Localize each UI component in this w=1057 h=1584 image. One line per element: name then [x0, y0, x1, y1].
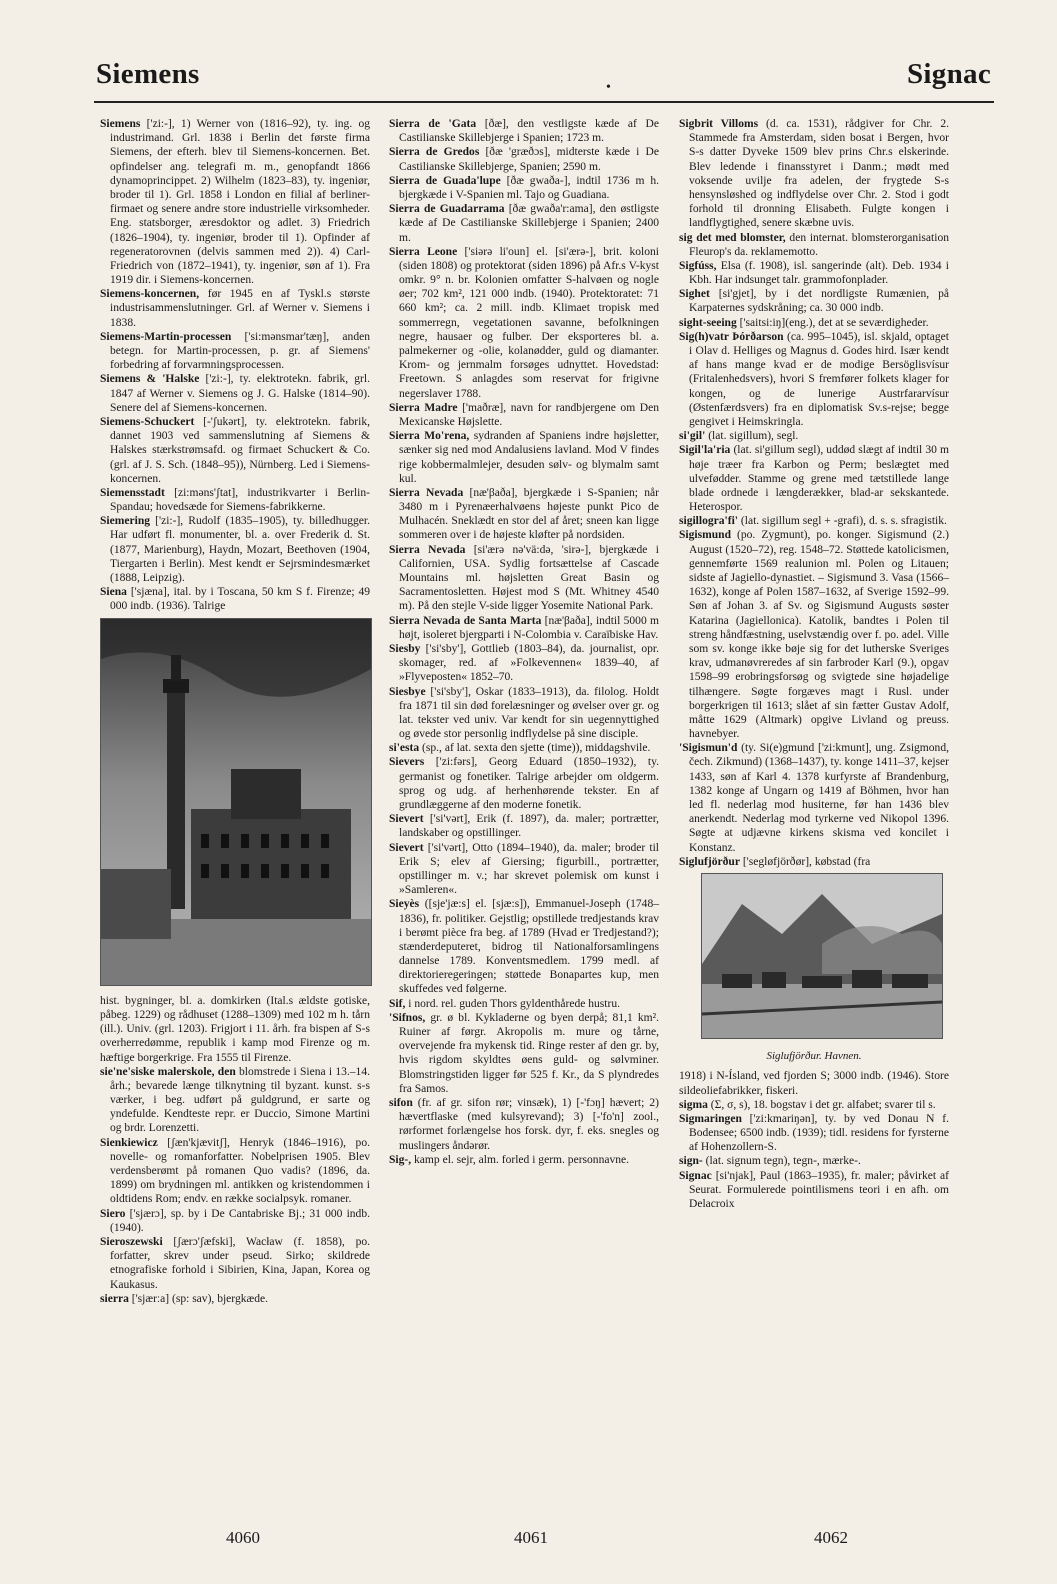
entry-text: før 1945 en af Tyskl.s største industrisammenslutninger. Grl. af Werner v. Siemens i 1838.: [110, 288, 370, 329]
entry-headword: sigma: [679, 1098, 708, 1111]
dictionary-entry: [100, 1235, 370, 1292]
entry-text: [næ'βaða], bjergkæde i S-Spanien; når 3480 m i Pyrenæerhalvøens højeste punkt Pico de Mulhacén. Sneklædt en stor del af året; sneen kan ligge sommeren over i de højeste kløfter på nordsiden.: [399, 486, 660, 542]
entry-headword: si'gil': [679, 430, 706, 443]
entry-text: den internat. blomsterorganisation Fleurop's da. reklamemotto.: [689, 231, 949, 258]
entry-text: ['si'sby'], Gottlieb (1803–84), da. journalist, opr. skomager, red. af »Folkevennen« 1839–40, af »Flyveposten« 1852–70.: [399, 642, 659, 684]
dictionary-entry: [389, 486, 659, 543]
dictionary-entry: [100, 1136, 370, 1207]
entry-text: ['zi:-], ty. elektrotekn. fabrik, grl. 1847 af Werner v. Siemens og J. G. Halske (1814–90). Senere del af Siemens-koncernen.: [110, 373, 370, 414]
entry-headword: Siero: [100, 1207, 126, 1220]
dictionary-entry: [679, 259, 949, 287]
dictionary-entry: [389, 685, 659, 742]
entry-text: (sp., af lat. sexta den sjette (time)), middagshvile.: [419, 742, 651, 755]
column-1: [100, 117, 370, 1306]
entry-text: ['maðræ], navn for randbjergene om Den Mexicanske Højslette.: [399, 401, 659, 428]
dictionary-entry: [389, 245, 659, 401]
entry-headword: sig det med blomster,: [679, 231, 786, 244]
entry-headword: sight-seeing: [679, 316, 737, 329]
entry-headword: Sierra de Guadarrama: [389, 203, 505, 216]
entry-headword: Siemens & 'Halske: [100, 373, 200, 386]
dictionary-entry: [389, 145, 659, 173]
entry-headword: 'Sifnos,: [389, 1011, 426, 1024]
entry-headword: Sif,: [389, 997, 406, 1010]
entry-headword: si'esta: [389, 742, 420, 755]
dictionary-entry: [389, 117, 659, 145]
entry-text: [næ'βaða], indtil 5000 m højt, isoleret bjergparti i N-Colombia v. Caraïbiske Hav.: [399, 614, 659, 641]
siglufjordur-harbour-photo: [701, 873, 943, 1039]
entry-text: [ðæ], den vestligste kæde af De Castilianske Skillebjerge i Spanien; 1723 m.: [399, 118, 659, 145]
entry-headword: Sigfúss,: [679, 259, 717, 272]
entry-headword: Sig-,: [389, 1153, 412, 1166]
entry-headword: Siemens-koncernen,: [100, 288, 200, 301]
entry-headword: Sierra de Gredos: [389, 146, 480, 159]
entry-text: ['si'vərt], Otto (1894–1940), da. maler; broder til Erik S; elev af Giersing; figurbill., portrætter, opstillinger m. v.; har skrevet polemisk om kunst i »Samleren«.: [399, 841, 659, 897]
dictionary-entry: [679, 429, 949, 443]
entry-text: ['si'vərt], Erik (f. 1897), da. maler; portrætter, landskaber og opstillinger.: [399, 813, 659, 840]
entry-text: (d. ca. 1531), rådgiver for Chr. 2. Stammede fra Amsterdam, siden bosat i Bergen, hvor S-s datter Dyveke 1509 blev prins Chr.s elskerinde. Blev ledende i finansstyret i Danm.; mødt med voksende uvilje fra adelen, der frygtede S-s hensynsløshed og indflydelse over Chr. 2. Stod i godt forhold til dronning Elisabeth. Fulgte kongen i landflygtighed, senere skæbne uvis.: [689, 118, 949, 230]
entry-text: [ʃæn'kjævitʃ], Henryk (1846–1916), po. novelle- og romanforfatter. Nobelprisen 1905. Blev verdensberømt på romanen Quo vadis? (1896, da. 1899) om brydningen ml. antikken og kristendommen i oldtidens Rom; endv. en række socialpsyk. romaner.: [110, 1136, 370, 1206]
entry-headword: Sigismund: [679, 529, 731, 542]
dictionary-entry: [389, 1096, 659, 1153]
entry-text: (lat. si'gillum segl), uddød slægt af indtil 30 m høje træer fra Karbon og Perm; beslægtet med ulvefødder. Stamme og grene med tætstillede lange blade ordnede i længderækker, blad-ar sekskantede. Heterospor.: [689, 444, 949, 514]
entry-headword: sifon: [389, 1096, 413, 1109]
entry-text: [ðæ gwaða-], indtil 1736 m h. bjergkæde i V-Spanien ml. Tajo og Guadiana.: [399, 174, 660, 201]
entry-text: [zi:məns'ʃtat], industrikvarter i Berlin-Spandau; hovedsæde for Siemens-fabrikkerne.: [110, 486, 370, 514]
entry-text: ['zi:-], 1) Werner von (1816–92), ty. ing. og industrimand. Grl. 1838 i Berlin det første firma Siemens, der efterh. blev til Siemens-koncernen. Bet. opfindelser ang. telegrafi m. m., genopfandt 1866 dynamoprincippet. 2) Wilhelm (1823–83), ty. ingeniør, broder til 1). Grl. 1858 i London en filial af berliner-firmaet og senere andre store industrielle virksomheder. Eng. statsborger, æresdoktor og adlet. 3) Friedrich (1826–1904), ty. ingeniør, broder til 1). Opfinder af regeneratorovnen (delvis sammen med 2)). 4) Carl-Friedrich von (1872–1941), ty. ingeniør, søn af 1). Fra 1919 dir. i Siemens-koncernen.: [110, 118, 370, 287]
dictionary-entry: [389, 1011, 659, 1096]
column-2: [389, 117, 659, 1167]
dictionary-entry: [389, 1153, 659, 1167]
dictionary-entry: [679, 514, 949, 528]
entry-headword: Sierra de 'Gata: [389, 118, 477, 130]
dictionary-entry: [679, 1069, 949, 1097]
dictionary-entry: [100, 585, 370, 613]
entry-headword: sign-: [679, 1155, 703, 1168]
entry-headword: Sierra Nevada: [389, 486, 464, 499]
dictionary-entry: [389, 997, 659, 1011]
entry-text: ['sjæna], ital. by i Toscana, 50 km S f. Firenze; 49 000 indb. (1936). Talrige: [110, 586, 370, 613]
entry-text: (po. Zygmunt), po. konger. Sigismund (2.) August (1520–72), reg. 1548–72. Støttede katolicismen, gennemførte 1569 realunion ml. Polen og Litauen; sidste af Jagiello-dynastiet. – Sigismund 3. Vasa (1566–1632), konge af Polen 1587–1632, af Sverige 1592–99. Søn af Johan 3. af Sv. og Sigismund Augusts søster Katarina (Jagiellonica). Katolik, bandtes i Polen til streng håndfæstning, uselvstændig over f. po. adel. Ville som sv. konge ikke bøje sig for det lutherske Sveriges krav, udmanøvreredes af sin farbroder Karl (9.), opgav 1598–99 erobringsforsøg og svigtede sine højadelige tilhængere. Søgte forgæves magt i Rusl. under borgerkrigen til 1613; slået af sin fætter Gustav Adolf, måtte 1629 (Altmark) opgive Livland og preuss. havnebyer.: [689, 529, 949, 741]
dictionary-entry: [389, 841, 659, 898]
entry-headword: Sierra Nevada: [389, 543, 466, 556]
dictionary-entry: [100, 1207, 370, 1235]
dictionary-entry: [100, 514, 370, 585]
entry-text: ['zi:-], Rudolf (1835–1905), ty. billedhugger. Har udført fl. monumenter, bl. a. over Frederik d. St. (1877, Marienburg), Haydn, Mozart, Beethoven (1904, Tiergarten i Berlin). Mest kendt er Sejrsmindesmærket (1888, Leipzig).: [110, 515, 370, 584]
column-3: [679, 117, 949, 1211]
entry-headword: Sierra Madre: [389, 401, 458, 414]
entry-text: sydranden af Spaniens indre højsletter, sænker sig ned mod Andalusiens lavland. Mod V findes rige kobbermalmlejer, desuden sølv- og blymalm samt kul.: [399, 430, 659, 485]
page-number-middle: 4061: [514, 1528, 548, 1547]
dictionary-entry: [679, 231, 949, 259]
dictionary-entry: [389, 429, 659, 486]
dictionary-entry: [100, 1292, 370, 1306]
entry-text: blomstrede i Siena i 13.–14. årh.; bevarede længe tilknytning til byzant. kunst. s-s værker, i beg. udført på guldgrund, er sarte og yndefulde. Kendteste repr. er Duccio, Simone Martini og brdr. Lorenzetti.: [110, 1065, 370, 1135]
dictionary-entry: [100, 330, 370, 373]
entry-text: ['sjærɔ], sp. by i De Cantabriske Bj.; 31 000 indb. (1940).: [110, 1207, 370, 1234]
dictionary-entry: [389, 202, 659, 245]
entry-text: ([sje'jæ:s] el. [sjæ:s]), Emmanuel-Joseph (1748–1836), fr. politiker. Gejstlig; opstillede tredjestands krav i berømt pièce fra beg. af 1789 (Hvad er Tredjestand?); stænderdeputeret, bidrog til Nationalforsamlingens dannelse 1789. Konventsmedlem. 1799 medl. af direktorieregeringen; støttede Bonapartes kup, men skuffedes ved følgerne.: [399, 898, 659, 996]
entry-headword: Sigbrit Villoms: [679, 118, 759, 130]
entry-headword: Signac: [679, 1169, 712, 1182]
entry-text: hist. bygninger, bl. a. domkirken (Ital.s ældste gotiske, påbeg. 1229) og rådhuset (1288–1309) med 102 m h. tårn (ill.). Univ. (grl. 1203). Frigjort i 11. årh. fra bispen af S-s overherredømme, republik i kamp mod Firenze og m. hæftige borgerkrige. Fra 1555 til Firenze.: [100, 994, 370, 1064]
dictionary-entry: [389, 543, 659, 614]
entry-text: i nord. rel. guden Thors gyldenthårede hustru.: [405, 997, 621, 1010]
entry-headword: Siemering: [100, 515, 151, 528]
dictionary-entry: [679, 316, 949, 330]
dictionary-entry: [100, 486, 370, 514]
dictionary-entry: [679, 741, 949, 855]
entry-headword: Sievert: [389, 841, 424, 854]
entry-text: [ðæ gwaða'r:ama], den østligste kæde af De Castilianske Skillebjerge i Spanien; 2400 m.: [399, 203, 660, 244]
entry-text: [si'gjet], by i det nordligste Rumænien, på Karpaternes sydskråning; ca. 30 000 indb.: [689, 288, 949, 315]
entry-text: (lat. sigillum), segl.: [705, 430, 799, 443]
entry-text: (lat. sigillum segl + -grafi), d. s. s. sfragistik.: [738, 515, 947, 528]
dictionary-entry: [100, 372, 370, 415]
entry-headword: Siemensstadt: [100, 486, 165, 499]
entry-headword: Sierra Nevada de Santa Marta: [389, 614, 542, 627]
entry-headword: Sievert: [389, 813, 424, 826]
column-1-entries-bottom: [100, 994, 370, 1306]
dictionary-entry: [389, 401, 659, 429]
dictionary-entry: [679, 1154, 949, 1168]
entry-text: (ca. 995–1045), isl. skjald, optaget i Olav d. Helliges og Magnus d. Godes hird. Især kendt af hans mange kvad er de modige Bersöglisvísur (Fritalenhedsvers), hvori S fremfører folkets klager for kongen, og de lunerige Austrfararvísur (Østenfærdsvers) fra en diplomatisk Sv.s-rejse; begge gengivet i Heimskringla.: [689, 330, 949, 428]
entry-headword: Siena: [100, 586, 127, 599]
dictionary-entry: [100, 415, 370, 486]
entry-headword: Sierra Leone: [389, 245, 458, 258]
dictionary-entry: [679, 855, 949, 869]
entry-headword: Sierra de Guada'lupe: [389, 174, 501, 187]
entry-text: [ðæ 'græðɔs], midterste kæde i De Castilianske Skillebjerge, Spanien; 2590 m.: [399, 146, 659, 173]
dictionary-entry: [100, 287, 370, 330]
header-dot: •: [606, 80, 611, 95]
dictionary-entry: [679, 117, 949, 231]
entry-text: ['siərə li'oun] el. [si'ærə-], brit. koloni (siden 1808) og protektorat (siden 1896) på Afr.s V-kyst omkr. 9° n. br. Kolonien omfatter S-halvøen og nogle øer; 702 km², 121 000 indb. (1940). Protektoratet: 71 660 km²; ca. 2 mill. indb. Klimaet tropisk med sommerregn, vegetationen savanne, befolkningen negre, hausaer og fulber. Der eksporteres bl. a. palmekerner og -olie, kolanødder, guld og diamanter. Krom- og jernmalm forsøges udnyttet. Hovedstad: Freetown. S anlagdes som reservat for frigivne negerslaver 1788.: [399, 245, 659, 400]
entry-headword: Sigmaringen: [679, 1112, 742, 1125]
entry-headword: Siesby: [389, 642, 421, 655]
entry-text: ['saitsi:iŋ](eng.), det at se seværdigheder.: [736, 316, 929, 329]
dictionary-entry: [679, 287, 949, 315]
entry-headword: Sierra Mo'rena,: [389, 430, 470, 443]
entry-headword: Sienkiewicz: [100, 1136, 158, 1149]
entry-text: ['segløfjörðør], købstad (fra: [739, 855, 871, 868]
entry-text: (fr. af gr. sifon rør; vinsæk), 1) [-'fɔŋ] hævert; 2) hævertflaske (med kulsyrevand); 3) [-'fo'n] zool., rørformet forlængelse hos forsk. dyr, f. eks. snegles og muslingers åndərør.: [399, 1096, 659, 1152]
entry-headword: Siemens: [100, 118, 141, 130]
entry-text: 1918) i N-Ísland, ved fjorden S; 3000 indb. (1946). Store sildeoliefabrikker, fiskeri.: [679, 1070, 949, 1097]
entry-headword: Sig(h)vatr Þórðarson: [679, 330, 784, 343]
entry-text: ['si:mənsmar'tæŋ], anden betegn. for Martin-processen, p. gr. af Siemens' forbedring af forvarmningsprocessen.: [110, 330, 370, 372]
dictionary-entry: [100, 117, 370, 287]
dictionary-entry: [389, 174, 659, 202]
header-rule: [94, 101, 994, 103]
entry-text: ['zi:kmariŋən], ty. by ved Donau N f. Bodensee; 6500 indb. (1939); tidl. residens for fyrsterne af Hohenzollern-S.: [689, 1112, 949, 1154]
entry-text: (ty. Si(e)gmund ['zi:kmunt], ung. Zsigmond, čech. Zikmund) (1368–1437), ty. konge 1411–37, kejser 1433, søn af Karl 4. 1378 kurfyrste af Brandenburg, 1382 konge af Ungarn og 1419 af Böhmen, hvor han led fl. nederlag mod husiterne, før han 1436 blev anerkendt. Nederlag mod tyrkerne ved Nikopol 1396. Søgte at udjævne kirkens skisma ved koncilet i Konstanz.: [689, 742, 949, 854]
dictionary-entry: [389, 614, 659, 642]
entry-headword: sierra: [100, 1292, 129, 1305]
entry-text: gr. ø bl. Kykladerne og byen derpå; 81,1 km². Ruiner af førgr. Akropolis m. mure og tårne, overvejende fra mykensk tid. Ringe rester af den gr. by, hvis rigdom skyldtes øens guld- og sølvminer. Blomstringstiden ligger før 525 f. Kr., da S plyndredes fra Samos.: [399, 1011, 659, 1095]
entry-headword: 'Sigismun'd: [679, 742, 738, 755]
entry-headword: Sieroszewski: [100, 1235, 163, 1248]
header-left-guideword: Siemens: [96, 58, 200, 90]
entry-headword: Sigil'la'ria: [679, 444, 731, 457]
dictionary-entry: [389, 812, 659, 840]
dictionary-entry: [679, 330, 949, 429]
column-1-entries-top: [100, 117, 370, 614]
entry-text: ['si'sby'], Oskar (1833–1913), da. filolog. Holdt fra 1871 til sin død forelæsninger og øvelser over gr. og lat. tekster ved univ. Var kendt for sin uegennyttighed og øvede stor personlig indflydelse på sine disciple.: [399, 685, 659, 741]
entry-text: [-'ʃukərt], ty. elektrotekn. fabrik, dannet 1903 ved sammenslutning af Siemens & Halskes stærkstrømsafd. og firmaet Schuckert & Co. (grl. af J. S. Sch. (1848–95)), Nürnberg. Led i Siemens-koncernen.: [110, 415, 370, 485]
entry-text: [si'ærə nə'vä:də, 'sirə-], bjergkæde i Californien, USA. Sydlig fortsættelse af Cascade Mountains ml. højsletten Great Basin og Sacramentosletten. Højest mod S (Mt. Whitney 4540 m). På den stejle V-side ligger Yosemite National Park.: [399, 543, 659, 613]
entry-headword: Siemens-Schuckert: [100, 415, 195, 428]
entry-text: [si'njak], Paul (1863–1935), fr. maler; påvirket af Seurat. Formulerede pointilismens teori i en afh. om Delacroix: [689, 1169, 949, 1210]
entry-text: ['zi:fərs], Georg Eduard (1850–1932), ty. germanist og fonetiker. Talrige arbejder om oldgerm. sprog og udg. af herhenhørende tekster. En af grundlæggerne af den moderne fonetik.: [399, 756, 659, 811]
entry-text: kamp el. sejr, alm. forled i germ. personnavne.: [411, 1153, 630, 1166]
column-2-entries: [389, 117, 659, 1167]
siena-town-hall-photo: [100, 618, 372, 986]
dictionary-entry: [100, 1065, 370, 1136]
dictionary-entry: [679, 443, 949, 514]
column-3-entries-bottom: [679, 1069, 949, 1211]
dictionary-entry: [389, 897, 659, 996]
dictionary-entry: [389, 642, 659, 685]
entry-text: [ʃærɔ'ʃæfski], Wacław (f. 1858), po. forfatter, skrev under pseud. Sirko; skildrede etnografiske forhold i Sibirien, Kina, Japan, Korea og Kaukasus.: [110, 1235, 370, 1291]
entry-headword: Siglufjörður: [679, 855, 740, 868]
entry-headword: Sighet: [679, 288, 710, 301]
entry-headword: Sievers: [389, 756, 425, 769]
dictionary-entry: [679, 528, 949, 741]
page-number-right: 4062: [814, 1528, 848, 1547]
entry-headword: sigillogra'fi': [679, 515, 739, 528]
entry-headword: Siesbye: [389, 685, 426, 698]
dictionary-entry: [679, 1112, 949, 1155]
dictionary-entry: [679, 1098, 949, 1112]
column-3-entries-top: [679, 117, 949, 869]
entry-text: (lat. signum tegn), tegn-, mærke-.: [702, 1155, 861, 1168]
entry-text: Elsa (f. 1908), isl. sangerinde (alt). Deb. 1934 i Kbh. Har indsunget talr. grammofonplader.: [689, 259, 949, 287]
dictionary-entry: [389, 755, 659, 812]
siglufjordur-caption: Siglufjörður. Havnen.: [766, 1050, 862, 1063]
dictionary-entry: [100, 994, 370, 1065]
entry-headword: Sieyès: [389, 898, 420, 911]
header-right-guideword: Signac: [907, 58, 991, 90]
dictionary-entry: [679, 1169, 949, 1212]
dictionary-entry: [389, 741, 659, 755]
entry-text: ['sjærːa] (sp: sav), bjergkæde.: [128, 1292, 268, 1305]
entry-text: (Σ, σ, s), 18. bogstav i det gr. alfabet; svarer til s.: [707, 1098, 936, 1111]
page-number-left: 4060: [226, 1528, 260, 1547]
entry-headword: Siemens-Martin-processen: [100, 330, 232, 343]
entry-headword: sie'ne'siske malerskole, den: [100, 1065, 236, 1078]
